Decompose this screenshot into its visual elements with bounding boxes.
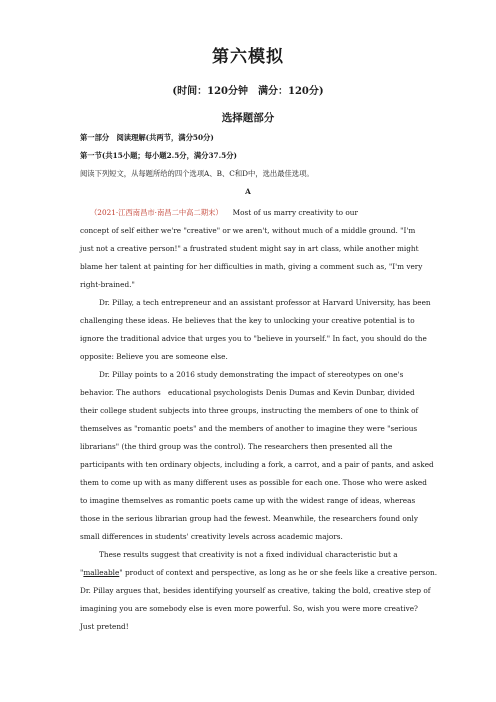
passage-line: imagining you are somebody else is even more powerful. So, wish you were more creative? xyxy=(80,604,418,613)
passage-line: small differences in students' creativity levels across academic majors. xyxy=(80,532,343,541)
passage-line: just not a creative person!" a frustrated student might say in art class, while another might xyxy=(80,244,419,253)
passage-line: Dr. Pillay, a tech entrepreneur and an assistant professor at Harvard University, has been xyxy=(99,298,431,307)
passage-line: to imagine themselves as romantic poets came up with the widest range of ideas, whereas xyxy=(80,496,416,505)
passage-line: These results suggest that creativity is not a fixed individual characteristic but a xyxy=(99,550,398,559)
underlined-word: malleable xyxy=(83,568,120,577)
passage-line: challenging these ideas. He believes that the key to unlocking your creative potential is to xyxy=(80,316,415,325)
passage-line: ignore the traditional advice that urges you to "believe in yourself." In fact, you should do the xyxy=(80,334,427,343)
passage-line: blame her talent at painting for her difficulties in math, giving a comment such as, "I'm very xyxy=(80,262,423,271)
passage-line: concept of self either we're "creative" or we aren't, without much of a middle ground. "I'm xyxy=(80,226,416,235)
passage-line: librarians" (the third group was the control). The researchers then presented all the xyxy=(80,442,393,451)
passage-line: Dr. Pillay argues that, besides identifying yourself as creative, taking the bold, creative step of xyxy=(80,586,431,595)
passage-line: right-brained." xyxy=(80,280,135,289)
passage-line: "malleable" product of context and perspective, as long as he or she feels like a creative person. xyxy=(80,568,438,577)
page-title: 第六模拟 xyxy=(212,47,284,67)
passage-line: participants with ten ordinary objects, including a fork, a carrot, and a pair of pants, and asked xyxy=(80,460,434,469)
passage-line: themselves as "romantic poets" and the members of another to imagine they were "serious xyxy=(80,424,418,433)
section1-heading: 第一节(共15小题；每小题2.5分，满分37.5分) xyxy=(80,151,237,160)
part-heading: 第一部分 阅读理解(共两节，满分50分) xyxy=(80,133,214,142)
passage-label: A xyxy=(245,187,251,196)
passage-line: their college student subjects into three groups, instructing the members of one to think of xyxy=(80,406,419,415)
exam-subtitle: (时间：120分钟 满分：120分) xyxy=(172,86,324,97)
passage-line: them to come up with as many different uses as possible for each one. Those who were asked xyxy=(80,478,427,487)
passage-line: opposite: Believe you are someone else. xyxy=(80,352,228,361)
passage-line: those in the serious librarian group had the fewest. Meanwhile, the researchers found only xyxy=(80,514,418,523)
section-heading: 选择题部分 xyxy=(221,112,275,124)
passage-line: Dr. Pillay points to a 2016 study demonstrating the impact of stereotypes on one's xyxy=(99,370,404,379)
passage-line-1: （2021·江西南昌市·南昌二中高二期末） Most of us marry creativity to our xyxy=(90,208,358,217)
passage-line: behavior. The authors educational psychologists Denis Dumas and Kevin Dunbar, divided xyxy=(80,388,415,397)
instructions: 阅读下列短文，从每题所给的四个选项A、B、C和D中，选出最佳选项。 xyxy=(80,169,314,178)
passage-line: Just pretend! xyxy=(80,622,129,631)
source-note: （2021·江西南昌市·南昌二中高二期末） xyxy=(90,208,223,217)
